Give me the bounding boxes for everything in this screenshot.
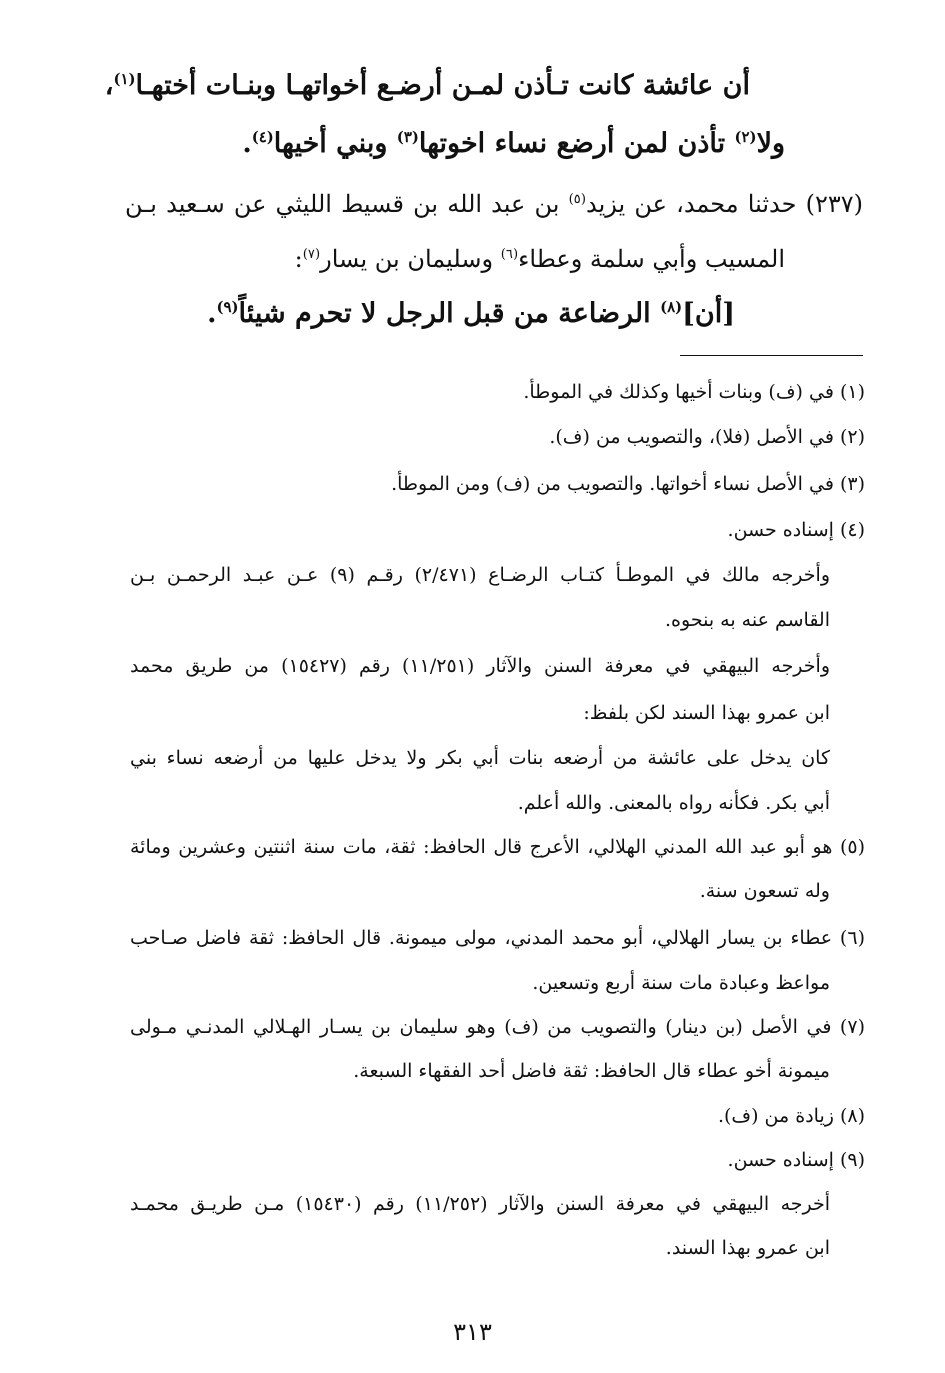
- note-ref-7: (٧): [302, 247, 321, 262]
- main-line-1: [105, 70, 750, 101]
- note-ref-4: (٤): [251, 128, 274, 146]
- note-ref-6: (٦): [500, 247, 519, 262]
- footnote-9-line-3: ابن عمرو بهذا السند.: [665, 1237, 830, 1259]
- main-line-5-b: الرضاعة من قبل الرجل لا تحرم شيئاً: [238, 298, 661, 329]
- main-line-4-end: :: [294, 245, 303, 273]
- note-ref-5: (٥): [568, 192, 586, 207]
- footnote-2: (٢) في الأصل (فلا)، والتصويب من (ف).: [549, 426, 865, 448]
- main-line-1-text: أن عائشة كانت تـأذن لمـن أرضـع أخواتهـا وبنـات أختهـا: [135, 70, 750, 101]
- note-ref-2: (٢): [734, 128, 757, 146]
- main-line-4-a: المسيب وأبي سلمة وعطاء: [518, 245, 785, 273]
- main-line-3: [125, 190, 863, 218]
- footnote-4-line-5: ابن عمرو بهذا السند لكن بلفظ:: [583, 702, 830, 724]
- main-line-4-b: وسليمان بن يسار: [320, 245, 501, 273]
- page-number: ٣١٣: [453, 1318, 492, 1346]
- footnote-4-line-4: وأخرجه البيهقي في معرفة السنن والآثار (١١/٢٥١) رقم (١٥٤٢٧) من طريق محمد: [130, 655, 830, 677]
- note-ref-8: (٨): [660, 298, 683, 316]
- main-line-2: [242, 128, 785, 159]
- footnote-4-line-2: وأخرجه مالك في الموطـأ كتـاب الرضـاع (٢/٤٧١) رقـم (٩) عـن عبـد الرحمـن بـن: [130, 564, 830, 586]
- main-line-5: [207, 298, 735, 329]
- footnote-6: (٦) عطاء بن يسار الهلالي، أبو محمد المدني، مولى ميمونة. قال الحافظ: ثقة فاضل صـاحب: [130, 927, 865, 949]
- footnote-6-line-2: مواعظ وعبادة مات سنة أربع وتسعين.: [532, 972, 830, 994]
- footnote-3: (٣) في الأصل نساء أخواتها. والتصويب من (ف) ومن الموطأ.: [391, 473, 865, 495]
- main-line-3-a: (٢٣٧) حدثنا محمد، عن يزيد: [586, 190, 864, 218]
- main-line-1-end: ،: [104, 70, 114, 101]
- main-line-2-b: تأذن لمن أرضع نساء اخوتها: [418, 128, 735, 159]
- footnote-7-line-2: ميمونة أخو عطاء قال الحافظ: ثقة فاضل أحد الفقهاء السبعة.: [353, 1060, 830, 1082]
- footnote-8: (٨) زيادة من (ف).: [717, 1105, 865, 1127]
- main-line-5-a: [أن]: [682, 298, 735, 329]
- note-ref-1: (١): [113, 70, 136, 88]
- main-line-3-b: بن عبد الله بن قسيط الليثي عن سـعيد بـن: [125, 190, 569, 218]
- footnote-4-line-7: أبي بكر. فكأنه رواه بالمعنى. والله أعلم.: [517, 792, 830, 814]
- footnote-4: (٤) إسناده حسن.: [727, 519, 865, 541]
- main-line-4: [295, 245, 785, 273]
- footnote-7: (٧) في الأصل (بن دينار) والتصويب من (ف) وهو سليمان بن يسـار الهـلالي المدنـي مـولى: [130, 1016, 865, 1038]
- footnote-9: (٩) إسناده حسن.: [727, 1149, 865, 1171]
- main-line-2-c: وبني أخيها: [273, 128, 397, 159]
- note-ref-3: (٣): [396, 128, 419, 146]
- main-line-2-a: ولا: [756, 128, 785, 159]
- footnote-1: (١) في (ف) وبنات أخيها وكذلك في الموطأ.: [523, 381, 865, 403]
- main-line-5-end: .: [207, 298, 217, 329]
- footnote-4-line-3: القاسم عنه به بنحوه.: [665, 609, 830, 631]
- main-line-2-end: .: [242, 128, 252, 159]
- footnote-9-line-2: أخرجه البيهقي في معرفة السنن والآثار (١١/٢٥٢) رقم (١٥٤٣٠) مـن طريـق محمـد: [130, 1193, 831, 1215]
- footnote-5-line-2: وله تسعون سنة.: [699, 880, 830, 902]
- footnote-separator: [680, 355, 863, 356]
- footnote-4-line-6: كان يدخل على عائشة من أرضعه بنات أبي بكر ولا يدخل عليها من أرضعه نساء بني: [130, 747, 830, 769]
- note-ref-9: (٩): [216, 298, 239, 316]
- footnote-5: (٥) هو أبو عبد الله المدني الهلالي، الأعرج قال الحافظ: ثقة، مات سنة اثنتين وعشرين ومائة: [130, 836, 865, 858]
